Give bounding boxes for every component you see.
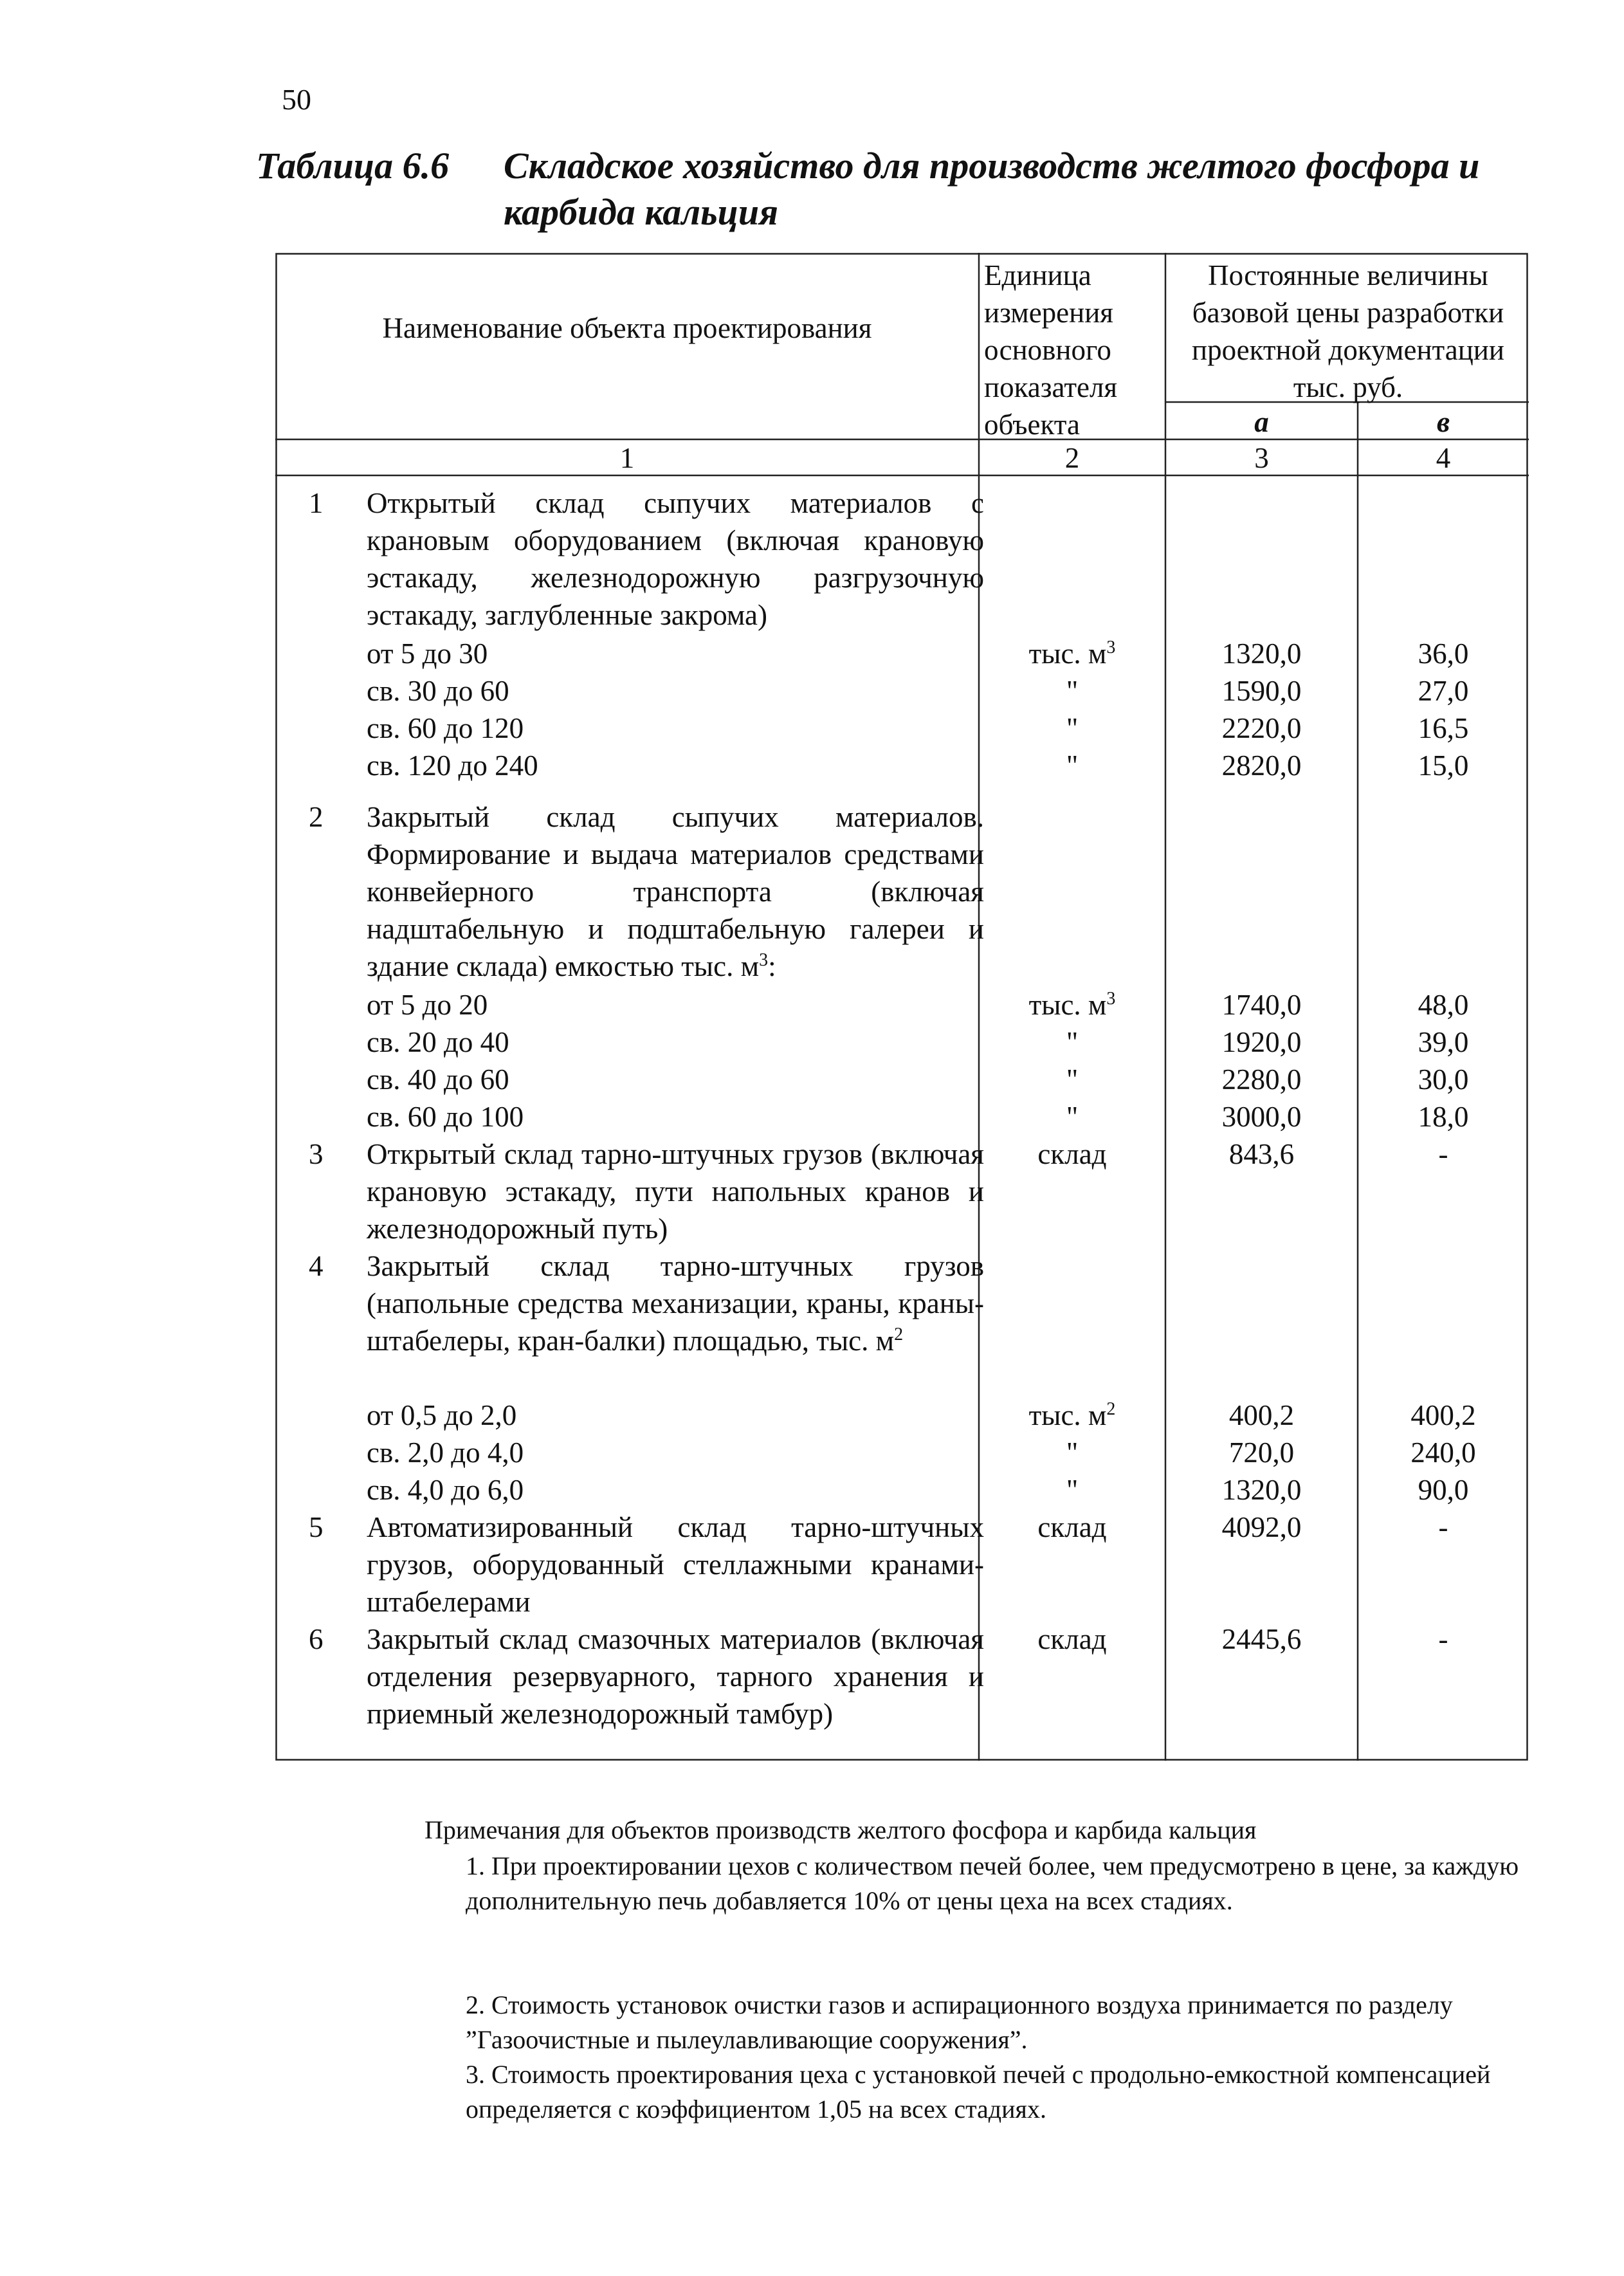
unit-cell: склад — [1037, 1511, 1107, 1543]
row-number: 4 — [309, 1250, 324, 1282]
value-a: 2445,6 — [1221, 1623, 1302, 1655]
col-number: 1 — [619, 442, 635, 474]
unit-cell: тыс. $м^2$ — [1028, 1399, 1116, 1431]
range-label: св. 20 до 40 — [367, 1026, 509, 1058]
unit-cell: склад — [1037, 1138, 1107, 1170]
value-a: 4092,0 — [1221, 1511, 1302, 1543]
note-item: 3. Стоимость проектирования цеха с установкой печей с продольно-емкостной компенсацией определяется с коэффициентом 1,05 на всех стадиях. — [466, 2060, 1491, 2124]
row-description: Открытый склад сыпучих материалов с крановым оборудованием (включая крановую эстакаду, железнодорожную разгрузочную эстакаду, заглубленные закрома) — [367, 487, 984, 631]
unit-cell: склад — [1037, 1623, 1107, 1655]
row-number: 2 — [309, 801, 324, 833]
row-number: 6 — [309, 1623, 324, 1655]
range-label: св. 30 до 60 — [367, 675, 509, 707]
unit-cell: " — [1066, 1063, 1079, 1096]
value-a: 3000,0 — [1221, 1101, 1302, 1133]
range-label: св. 60 до 100 — [367, 1101, 524, 1133]
row-number: 1 — [309, 487, 324, 519]
unit-cell: тыс. $м^3$ — [1028, 989, 1116, 1021]
unit-cell: " — [1066, 1474, 1079, 1506]
row-number: 3 — [309, 1138, 324, 1170]
value-a: 1920,0 — [1221, 1026, 1302, 1058]
col-number: 3 — [1254, 442, 1269, 474]
row-description: Закрытый склад сыпучих материалов. Формирование и выдача материалов средствами конвейерного транспорта (включая надштабельную и подштабельную галереи и здание склада) емкостью тыс. $м^3$: — [367, 801, 984, 982]
data-table — [275, 253, 1529, 1761]
value-a: 2820,0 — [1221, 749, 1302, 782]
page-number: 50 — [282, 83, 311, 116]
note-item: 1. При проектировании цехов с количеством печей более, чем предусмотрено в цене, за каждую дополнительную печь добавляется 10% от цены цеха на всех стадиях. — [466, 1851, 1519, 1915]
row-description: Закрытый склад смазочных материалов (включая отделения резервуарного, тарного хранения и приемный железнодорожный тамбур) — [367, 1623, 984, 1730]
value-a: 1590,0 — [1221, 675, 1302, 707]
value-a: 720,0 — [1228, 1436, 1295, 1469]
range-label: от 0,5 до 2,0 — [367, 1399, 517, 1431]
unit-cell: " — [1066, 1436, 1079, 1469]
range-label: св. 4,0 до 6,0 — [367, 1474, 524, 1506]
value-b: 400,2 — [1410, 1399, 1476, 1431]
row-description: Открытый склад тарно-штучных грузов (включая крановую эстакаду, пути напольных кранов и железнодорожный путь) — [367, 1138, 984, 1245]
range-label: св. 120 до 240 — [367, 749, 538, 782]
header-name: Наименование объекта проектирования — [382, 312, 872, 344]
value-b: 30,0 — [1418, 1063, 1469, 1096]
col-number: 2 — [1064, 442, 1080, 474]
unit-cell: " — [1066, 749, 1079, 782]
value-a: 1320,0 — [1221, 1474, 1302, 1506]
value-b: 240,0 — [1410, 1436, 1476, 1469]
value-b: 48,0 — [1418, 989, 1469, 1021]
value-b: - — [1438, 1138, 1448, 1170]
range-label: св. 40 до 60 — [367, 1063, 509, 1096]
unit-cell: " — [1066, 675, 1079, 707]
value-a: 843,6 — [1228, 1138, 1295, 1170]
row-number: 5 — [309, 1511, 324, 1543]
range-label: св. 60 до 120 — [367, 712, 524, 744]
row-description: Закрытый склад тарно-штучных грузов (напольные средства механизации, краны, краны-штабелеры, кран-балки) площадью, тыс. $м^2$ — [367, 1250, 984, 1357]
value-b: 16,5 — [1418, 712, 1469, 744]
row-description: Автоматизированный склад тарно-штучных грузов, оборудованный стеллажными кранами-штабелерами — [367, 1511, 984, 1618]
table-caption-title: Складское хозяйство для производств желтого фосфора и карбида кальция — [504, 145, 1480, 233]
header-unit: Единица измерения основного показателя объекта — [984, 259, 1118, 441]
value-a: 2220,0 — [1221, 712, 1302, 744]
value-b: 39,0 — [1418, 1026, 1469, 1058]
value-b: 90,0 — [1418, 1474, 1469, 1506]
unit-cell: " — [1066, 712, 1079, 744]
value-a: 1320,0 — [1221, 638, 1302, 670]
value-a: 2280,0 — [1221, 1063, 1302, 1096]
value-b: - — [1438, 1511, 1448, 1543]
range-label: от 5 до 20 — [367, 989, 488, 1021]
table-caption-label: Таблица 6.6 — [256, 145, 450, 187]
notes-title: Примечания для объектов производств желтого фосфора и карбида кальция — [424, 1815, 1257, 1844]
note-item: 2. Стоимость установок очистки газов и аспирационного воздуха принимается по разделу ”Газоочистные и пылеулавливающие сооружения”. — [466, 1990, 1453, 2054]
header-constants: Постоянные величины базовой цены разработки проектной документации тыс. руб. — [1192, 259, 1504, 403]
value-a: 400,2 — [1228, 1399, 1295, 1431]
col-number: 4 — [1436, 442, 1451, 474]
value-a: 1740,0 — [1221, 989, 1302, 1021]
range-label: от 5 до 30 — [367, 638, 488, 670]
unit-cell: тыс. $м^3$ — [1028, 638, 1116, 670]
range-label: св. 2,0 до 4,0 — [367, 1436, 524, 1469]
header-col-a: а — [1254, 406, 1269, 438]
header-col-b: в — [1436, 406, 1450, 438]
unit-cell: " — [1066, 1026, 1079, 1058]
unit-cell: " — [1066, 1101, 1079, 1133]
value-b: 15,0 — [1418, 749, 1469, 782]
value-b: 27,0 — [1418, 675, 1469, 707]
value-b: 36,0 — [1418, 638, 1469, 670]
value-b: - — [1438, 1623, 1448, 1655]
value-b: 18,0 — [1418, 1101, 1469, 1133]
